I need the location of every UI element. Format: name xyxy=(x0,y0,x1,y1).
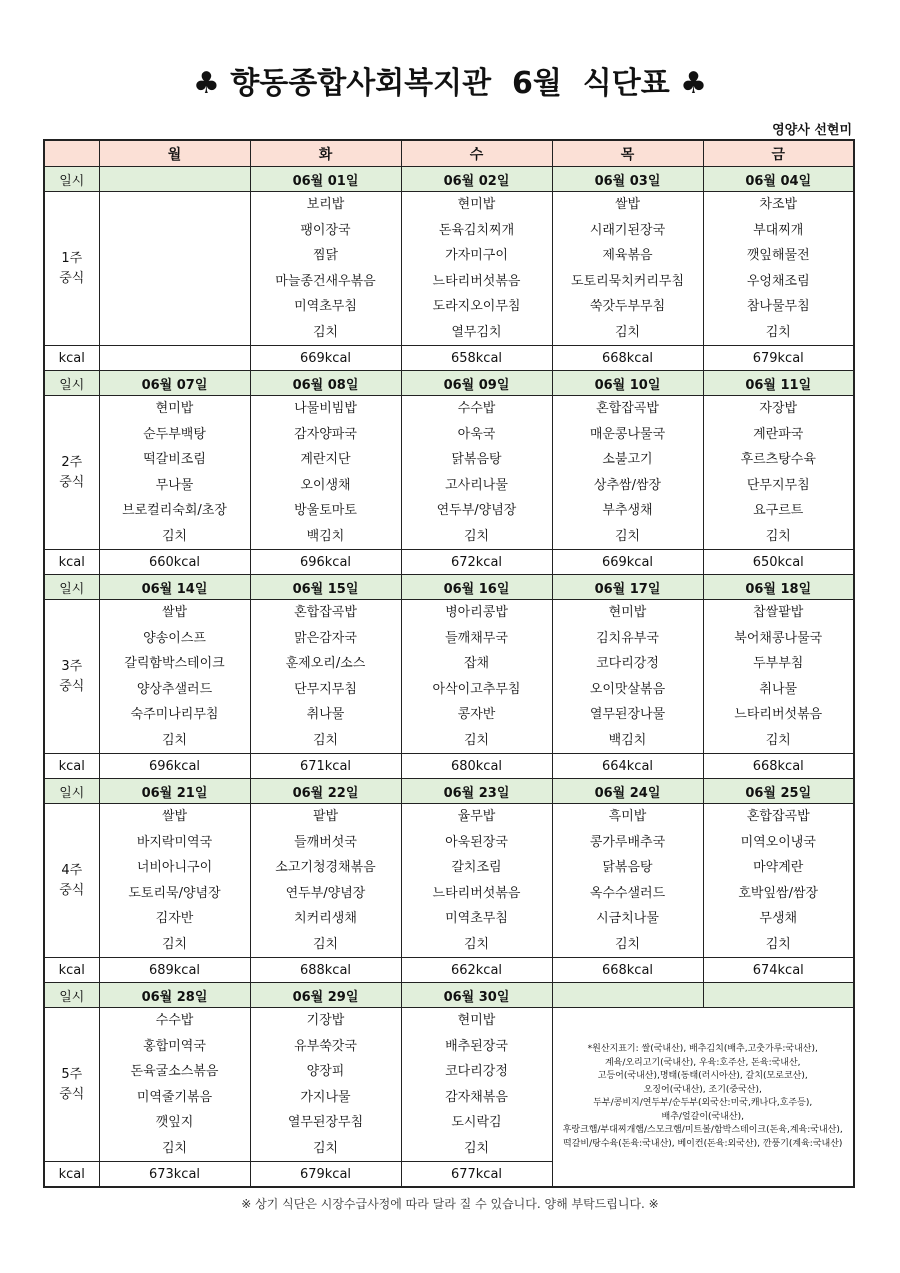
menu-cell xyxy=(250,1008,401,1162)
menu-cell xyxy=(99,804,250,958)
kcal-cell: 696kcal xyxy=(250,550,401,575)
origin-note-line: 계육/오리고기(국내산), 우육:호주산, 돈육:국내산, xyxy=(604,1057,801,1068)
date-cell: 06월 16일 xyxy=(401,575,552,600)
menu-item: 참나물무침 xyxy=(746,299,810,314)
menu-cell xyxy=(401,396,552,550)
menu-item: 후르츠탕수육 xyxy=(740,452,816,467)
menu-item: 김치 xyxy=(463,936,490,952)
menu-item: 백김치 xyxy=(608,732,647,748)
day-header: 월 xyxy=(99,140,250,167)
menu-item: 도토리묵/양념장 xyxy=(128,885,221,901)
menu-row xyxy=(44,600,854,754)
menu-item: 잡채 xyxy=(463,656,490,671)
menu-item: 혼합잡곡밥 xyxy=(746,809,810,824)
week-label xyxy=(44,804,99,958)
menu-cell xyxy=(703,396,854,550)
date-label: 일시 xyxy=(44,779,99,804)
menu-item: 혼합잡곡밥 xyxy=(596,401,659,416)
menu-item: 호박잎쌈/쌈장 xyxy=(738,885,819,901)
kcal-cell: 680kcal xyxy=(401,754,552,779)
menu-item: 상추쌈/쌈장 xyxy=(593,477,662,493)
menu-item xyxy=(100,192,250,218)
menu-item: 김치 xyxy=(765,324,791,340)
menu-item: 단무지무침 xyxy=(294,681,357,697)
menu-item: 김자반 xyxy=(155,911,194,926)
day-header: 금 xyxy=(703,140,854,167)
empty-date-cell xyxy=(552,983,703,1008)
menu-item: 도라지오이무침 xyxy=(432,299,521,314)
kcal-cell: 660kcal xyxy=(99,550,250,575)
menu-item: 들깨버섯국 xyxy=(294,834,357,850)
menu-item: 연두부/양념장 xyxy=(285,885,366,901)
menu-item: 김치 xyxy=(614,324,641,340)
kcal-cell: 668kcal xyxy=(552,346,703,371)
week-label xyxy=(44,600,99,754)
kcal-cell: 696kcal xyxy=(99,754,250,779)
kcal-cell: 673kcal xyxy=(99,1162,250,1188)
menu-item: 김치 xyxy=(463,528,490,544)
date-row xyxy=(44,575,854,600)
menu-item: 수수밥 xyxy=(457,401,496,416)
menu-item: 닭볶음탕 xyxy=(451,452,502,467)
kcal-cell: 689kcal xyxy=(99,958,250,983)
menu-item: 열무된장나물 xyxy=(589,707,666,722)
origin-note-line: 오징어(국내산), 조기(중국산), xyxy=(643,1084,762,1095)
menu-item: 콩자반 xyxy=(457,707,496,722)
date-label: 일시 xyxy=(44,983,99,1008)
origin-note-line: 후랑크햄/부대찌개햄/스모크햄/미트볼/함박스테이크(돈육,계육:국내산), xyxy=(562,1125,843,1135)
menu-cell xyxy=(552,804,703,958)
day-header: 수 xyxy=(401,140,552,167)
menu-item: 김치 xyxy=(161,732,188,748)
week-label xyxy=(44,396,99,550)
menu-item: 브로컬리숙회/초장 xyxy=(122,503,227,518)
origin-note-line: *원산지표기: 쌀(국내산), 배추김치(배추,고춧가루:국내산), xyxy=(587,1044,818,1054)
menu-item: 들깨채무국 xyxy=(445,630,508,646)
date-cell: 06월 28일 xyxy=(99,983,250,1008)
menu-item: 북어채콩나물국 xyxy=(734,630,823,646)
menu-item: 갈치조림 xyxy=(451,860,502,875)
date-cell: 06월 04일 xyxy=(703,167,854,192)
menu-item: 김치 xyxy=(463,1140,490,1156)
menu-item: 숙주미나리무침 xyxy=(130,707,219,722)
menu-item: 아삭이고추무침 xyxy=(432,681,521,697)
week-label-line: 2주 xyxy=(61,454,83,470)
menu-item: 소불고기 xyxy=(602,452,653,467)
date-row xyxy=(44,779,854,804)
week-label-line: 중식 xyxy=(59,474,85,490)
kcal-cell: 677kcal xyxy=(401,1162,552,1188)
menu-item: 쌀밥 xyxy=(614,197,641,212)
menu-item: 김치 xyxy=(312,1140,339,1156)
corner-cell xyxy=(44,140,99,167)
week-label-line: 4주 xyxy=(61,862,83,878)
menu-item: 율무밥 xyxy=(457,809,496,824)
menu-cell xyxy=(401,1008,552,1162)
menu-item: 김치 xyxy=(614,528,641,544)
menu-item: 무생채 xyxy=(759,911,798,926)
menu-item: 팽이장국 xyxy=(300,222,351,238)
kcal-cell: 668kcal xyxy=(703,754,854,779)
menu-item: 미역초무침 xyxy=(445,911,508,926)
menu-item: 김치 xyxy=(614,936,641,952)
menu-item: 김치 xyxy=(161,936,188,952)
date-row xyxy=(44,371,854,396)
menu-item: 김치유부국 xyxy=(596,630,659,646)
menu-item: 열무된장무침 xyxy=(287,1115,364,1130)
menu-body xyxy=(44,167,854,1188)
menu-item: 돈육굴소스볶음 xyxy=(130,1064,219,1079)
menu-item: 오이맛살볶음 xyxy=(589,681,666,697)
menu-row xyxy=(44,804,854,958)
date-cell: 06월 01일 xyxy=(250,167,401,192)
menu-cell xyxy=(250,600,401,754)
menu-item: 김치 xyxy=(312,936,339,952)
menu-item: 두부부침 xyxy=(753,656,804,671)
menu-item: 김치 xyxy=(765,732,791,748)
date-cell: 06월 21일 xyxy=(99,779,250,804)
menu-cell xyxy=(250,804,401,958)
menu-item: 양상추샐러드 xyxy=(136,681,213,697)
menu-item: 김치 xyxy=(765,936,791,952)
menu-item: 차조밥 xyxy=(759,197,798,212)
week-label-line: 중식 xyxy=(59,1086,85,1102)
kcal-label: kcal xyxy=(44,346,99,371)
week-label-line: 5주 xyxy=(61,1066,83,1082)
origin-note-line: 두부/콩비지/연두부/순두부(외국산:미국,캐나다,호주등), xyxy=(593,1098,813,1108)
kcal-cell: 671kcal xyxy=(250,754,401,779)
kcal-label: kcal xyxy=(44,958,99,983)
kcal-row xyxy=(44,754,854,779)
menu-item: 열무김치 xyxy=(451,324,502,340)
menu-item: 쌀밥 xyxy=(161,605,188,620)
page-title: ♣ 향동종합사회복지관 6월 식단표 ♣ xyxy=(192,66,708,101)
menu-cell xyxy=(99,600,250,754)
menu-item: 깻잎지 xyxy=(155,1115,194,1130)
menu-item: 가자미구이 xyxy=(445,248,508,263)
menu-item: 우엉채조림 xyxy=(746,273,810,289)
menu-cell xyxy=(552,192,703,346)
menu-item: 무나물 xyxy=(155,477,194,493)
menu-item: 느타리버섯볶음 xyxy=(432,885,521,901)
date-cell: 06월 29일 xyxy=(250,983,401,1008)
menu-item: 부대찌개 xyxy=(753,222,804,238)
menu-item: 김치 xyxy=(161,1140,188,1156)
kcal-cell: 679kcal xyxy=(250,1162,401,1188)
menu-cell xyxy=(401,600,552,754)
menu-item xyxy=(100,320,250,346)
date-label: 일시 xyxy=(44,575,99,600)
menu-item: 미역줄기볶음 xyxy=(136,1089,213,1105)
menu-item: 아욱국 xyxy=(457,426,496,442)
menu-item: 김치 xyxy=(463,732,490,748)
origin-note-line: 고등어(국내산),명태(동태(러시아산), 갈치(모로코산), xyxy=(597,1071,808,1081)
menu-item: 코다리강정 xyxy=(596,656,659,671)
menu-item: 연두부/양념장 xyxy=(436,503,517,518)
menu-item: 너비아니구이 xyxy=(136,860,213,875)
week-label-line: 1주 xyxy=(61,250,83,266)
menu-item: 양장피 xyxy=(306,1064,345,1079)
week-label xyxy=(44,192,99,346)
footer-note: ※ 상기 식단은 시장수급사정에 따라 달라 질 수 있습니다. 양해 부탁드립니다. ※ xyxy=(241,1197,659,1211)
kcal-cell xyxy=(99,346,250,371)
date-cell: 06월 17일 xyxy=(552,575,703,600)
date-row xyxy=(44,983,854,1008)
menu-item: 시금치나물 xyxy=(596,911,659,926)
menu-item: 느타리버섯볶음 xyxy=(432,273,521,289)
date-label: 일시 xyxy=(44,167,99,192)
menu-item: 계란파국 xyxy=(753,426,804,442)
menu-item: 유부쑥갓국 xyxy=(294,1038,357,1054)
date-cell: 06월 08일 xyxy=(250,371,401,396)
menu-item: 아욱된장국 xyxy=(445,834,508,850)
origin-note xyxy=(552,1008,854,1188)
kcal-cell: 669kcal xyxy=(250,346,401,371)
menu-item: 닭볶음탕 xyxy=(602,860,653,875)
menu-item: 기장밥 xyxy=(306,1013,345,1028)
menu-item: 미역오이냉국 xyxy=(740,834,816,850)
menu-item: 병아리콩밥 xyxy=(445,605,508,620)
menu-item xyxy=(100,218,250,244)
menu-item: 도토리묵치커리무침 xyxy=(570,273,685,289)
menu-item: 보리밥 xyxy=(306,197,345,212)
menu-item: 흑미밥 xyxy=(608,809,647,824)
menu-cell xyxy=(401,804,552,958)
menu-item: 가지나물 xyxy=(300,1089,351,1105)
day-header-row xyxy=(44,140,854,167)
menu-item: 김치 xyxy=(312,732,339,748)
menu-item: 김치 xyxy=(765,528,791,544)
menu-item: 수수밥 xyxy=(155,1013,194,1028)
day-header: 목 xyxy=(552,140,703,167)
menu-item: 양송이스프 xyxy=(143,630,206,646)
menu-item: 돈육김치찌개 xyxy=(438,222,515,238)
week-label-line: 중식 xyxy=(59,270,85,286)
menu-item: 미역초무침 xyxy=(294,299,357,314)
menu-item: 깻잎해물전 xyxy=(746,248,810,263)
menu-item xyxy=(100,294,250,320)
menu-item xyxy=(100,269,250,295)
menu-item: 시래기된장국 xyxy=(589,222,666,238)
day-header: 화 xyxy=(250,140,401,167)
menu-item: 취나물 xyxy=(759,681,798,697)
menu-item: 오이생채 xyxy=(300,477,351,493)
menu-item: 갈릭함박스테이크 xyxy=(124,656,225,671)
menu-row xyxy=(44,396,854,550)
menu-cell xyxy=(99,396,250,550)
date-row xyxy=(44,167,854,192)
kcal-cell: 658kcal xyxy=(401,346,552,371)
menu-item: 느타리버섯볶음 xyxy=(734,707,823,722)
kcal-label: kcal xyxy=(44,754,99,779)
dietitian-label: 영양사 선현미 xyxy=(772,123,852,138)
menu-item: 감자채볶음 xyxy=(445,1089,508,1105)
menu-item: 코다리강정 xyxy=(445,1064,508,1079)
date-cell: 06월 09일 xyxy=(401,371,552,396)
week-label xyxy=(44,1008,99,1162)
menu-item: 훈제오리/소스 xyxy=(285,656,366,671)
kcal-row xyxy=(44,550,854,575)
empty-date-cell xyxy=(703,983,854,1008)
date-cell: 06월 24일 xyxy=(552,779,703,804)
menu-cell xyxy=(401,192,552,346)
date-cell: 06월 11일 xyxy=(703,371,854,396)
menu-item: 취나물 xyxy=(306,707,345,722)
menu-item xyxy=(100,243,250,269)
menu-item: 나물비빔밥 xyxy=(294,401,357,416)
menu-item: 배추된장국 xyxy=(445,1038,508,1054)
menu-item: 도시락김 xyxy=(451,1115,502,1130)
date-cell: 06월 15일 xyxy=(250,575,401,600)
menu-item: 쌀밥 xyxy=(161,809,188,824)
menu-cell xyxy=(703,804,854,958)
kcal-cell: 662kcal xyxy=(401,958,552,983)
kcal-cell: 669kcal xyxy=(552,550,703,575)
menu-item: 현미밥 xyxy=(457,1013,496,1028)
date-cell: 06월 07일 xyxy=(99,371,250,396)
menu-cell xyxy=(99,1008,250,1162)
menu-item: 팥밥 xyxy=(312,809,339,824)
date-cell: 06월 18일 xyxy=(703,575,854,600)
menu-item: 쑥갓두부무침 xyxy=(589,299,666,314)
menu-item: 홍합미역국 xyxy=(143,1038,206,1054)
week-label-line: 3주 xyxy=(61,658,83,674)
menu-item: 순두부백탕 xyxy=(143,426,206,442)
menu-row xyxy=(44,192,854,346)
date-cell: 06월 25일 xyxy=(703,779,854,804)
kcal-cell: 674kcal xyxy=(703,958,854,983)
menu-item: 맑은감자국 xyxy=(294,630,357,646)
menu-cell xyxy=(703,600,854,754)
date-cell: 06월 30일 xyxy=(401,983,552,1008)
origin-note-line: 배추/얼갈이(국내산), xyxy=(661,1111,744,1122)
date-cell: 06월 23일 xyxy=(401,779,552,804)
menu-item: 제육볶음 xyxy=(602,248,653,263)
menu-item: 감자양파국 xyxy=(294,426,357,442)
date-cell xyxy=(99,167,250,192)
kcal-cell: 664kcal xyxy=(552,754,703,779)
date-cell: 06월 10일 xyxy=(552,371,703,396)
menu-item: 계란지단 xyxy=(300,452,351,467)
kcal-cell: 672kcal xyxy=(401,550,552,575)
date-cell: 06월 22일 xyxy=(250,779,401,804)
menu-item: 백김치 xyxy=(306,528,345,544)
kcal-cell: 650kcal xyxy=(703,550,854,575)
menu-cell xyxy=(703,192,854,346)
menu-cell xyxy=(552,396,703,550)
date-label: 일시 xyxy=(44,371,99,396)
menu-item: 현미밥 xyxy=(457,197,496,212)
menu-item: 마늘종건새우볶음 xyxy=(275,273,376,289)
menu-item: 김치 xyxy=(312,324,339,340)
week-label-line: 중식 xyxy=(59,882,85,898)
menu-cell xyxy=(250,396,401,550)
menu-item: 현미밥 xyxy=(608,605,647,620)
kcal-row xyxy=(44,958,854,983)
menu-item: 치커리생채 xyxy=(294,911,357,926)
menu-table xyxy=(43,139,855,1188)
menu-item: 혼합잡곡밥 xyxy=(294,605,357,620)
kcal-label: kcal xyxy=(44,550,99,575)
origin-note-line: 떡갈비/탕수육(돈육:국내산), 베이컨(돈육:외국산), 깐풍기(계육:국내산) xyxy=(563,1138,843,1149)
menu-cell xyxy=(99,192,250,346)
menu-item: 부추생채 xyxy=(602,503,653,518)
menu-item: 소고기청경채볶음 xyxy=(275,860,376,875)
kcal-row xyxy=(44,346,854,371)
kcal-cell: 668kcal xyxy=(552,958,703,983)
menu-item: 고사리나물 xyxy=(445,477,508,493)
menu-item: 바지락미역국 xyxy=(136,834,213,850)
date-cell: 06월 14일 xyxy=(99,575,250,600)
menu-row xyxy=(44,1008,854,1162)
menu-item: 찜닭 xyxy=(312,248,339,263)
kcal-cell: 688kcal xyxy=(250,958,401,983)
menu-item: 김치 xyxy=(161,528,188,544)
menu-item: 떡갈비조림 xyxy=(143,452,206,467)
menu-item: 방울토마토 xyxy=(294,503,357,518)
menu-cell xyxy=(250,192,401,346)
menu-cell xyxy=(552,600,703,754)
date-cell: 06월 02일 xyxy=(401,167,552,192)
menu-item: 찹쌀팥밥 xyxy=(753,605,804,620)
week-label-line: 중식 xyxy=(59,678,85,694)
date-cell: 06월 03일 xyxy=(552,167,703,192)
menu-item: 요구르트 xyxy=(753,503,804,518)
kcal-label: kcal xyxy=(44,1162,99,1188)
menu-item: 매운콩나물국 xyxy=(589,426,666,442)
menu-item: 단무지무침 xyxy=(746,477,810,493)
menu-item: 콩가루배추국 xyxy=(589,834,666,850)
menu-item: 옥수수샐러드 xyxy=(589,885,666,901)
menu-item: 마약계란 xyxy=(753,860,804,875)
menu-item: 현미밥 xyxy=(155,401,194,416)
menu-item: 자장밥 xyxy=(759,401,798,416)
kcal-cell: 679kcal xyxy=(703,346,854,371)
